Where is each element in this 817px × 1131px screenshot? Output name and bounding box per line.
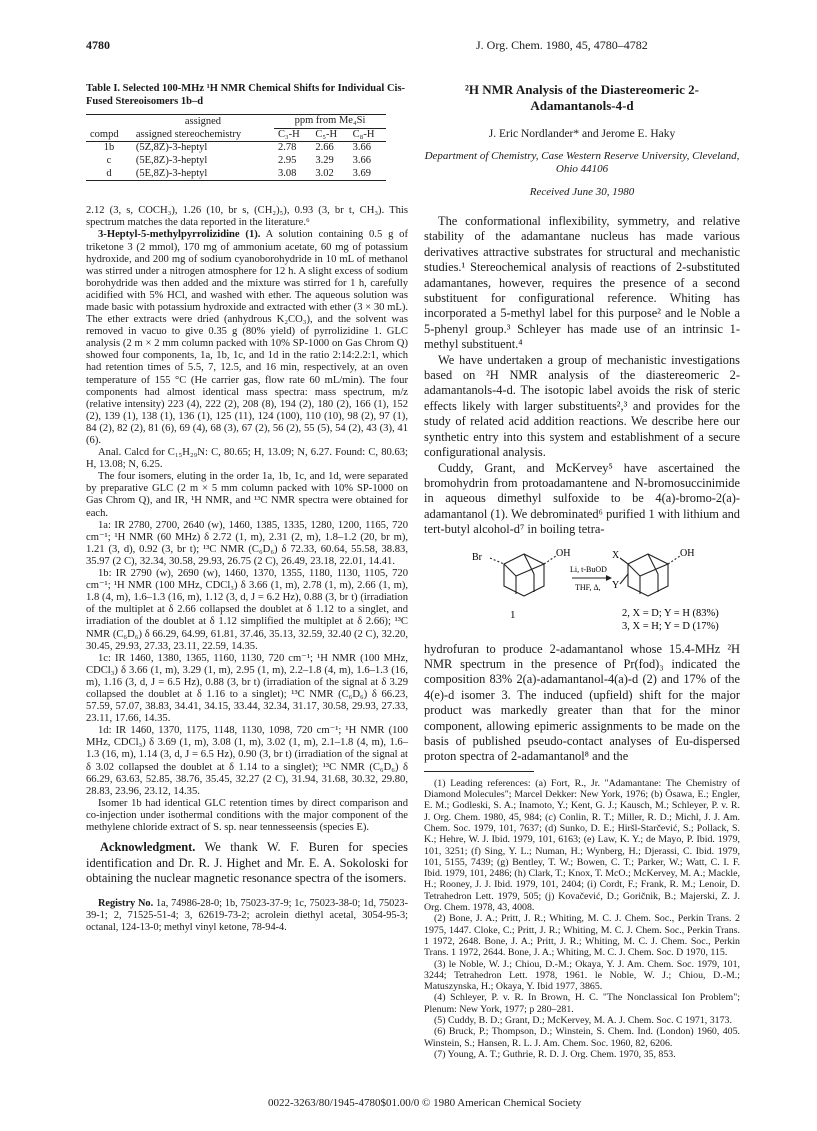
table-col-header: C₃-H xyxy=(274,128,311,142)
scheme-oh-label: OH xyxy=(556,547,571,559)
table-cell: 3.66 xyxy=(352,155,372,167)
table-caption: Table I. Selected 100-MHz ¹H NMR Chemical Shifts for Individual Cis-Fused Stereoisomers 1b–d xyxy=(86,83,406,108)
reference-item: (1) Leading references: (a) Fort, R., Jr. "Adamantane: The Chemistry of Diamond Molecules"; Marcel Dekker: New York, 1976; (b) Ōsawa, E.; Engler, E. M.; Godleski, S. A.; Inamoto, Y.; Kent, G. J.; Kausch, M.; Schleyer, P. v. R. J. Org. Chem. 1980, 45, 984; (c) Conlin, R. T.; Miller, R. D.; Michl, J. J. Am. Chem. Soc. 1979, 101, 7637; (d) Sunko, D. E.; Hiršl-Starčević, S.; Pollack, S. K.; Hehre, W. J. Ibid. 1979, 101, 6163; (e) Law, K. Y.; de Mayo, P. Ibid. 1979, 101, 3251; (f) Sing, Y. L.; Numan, H.; Wynberg, H.; Djerassi, C. Ibid. 1979, 101, 5155, 7439; (g) Bentley, T. W.; Bowen, C. T.; Parker, W.; Watt, C. I. F. Ibid. 1979, 101, 2486; (h) Clark, T.; Knox, T. McO.; McKervey, M. A.; Mackle, H.; Rooney, J. J. Ibid. 1979, 101, 2404; (i) Cordt, F.; Frank, R. M.; Lenoir, D. Tetrahedron Lett. 1979, 505; (j) Kovačević, D.; Goričnik, B.; Majerski, Z. J. Org. Chem. 1978, 43, 4008. xyxy=(424,777,740,914)
reagent-label: Li, t-BuOD xyxy=(570,564,607,574)
compound-1-label: 1 xyxy=(510,608,516,621)
paragraph: The four isomers, eluting in the order 1a, 1b, 1c, and 1d, were separated by preparative GLC (2 m × 5 mm column packed with 10% SP-1000 on Gas Chrom Q), and IR, ¹H NMR, and ¹³C NMR spectra were obtained for each. xyxy=(86,471,408,519)
compound-2-label: 2, X = D; Y = H (83%) xyxy=(622,607,719,619)
condition-label: THF, Δ, xyxy=(575,582,601,592)
table-cell: 2.66 xyxy=(315,142,334,154)
compound-3-label: 3, X = H; Y = D (17%) xyxy=(622,620,719,632)
references xyxy=(424,778,740,1060)
table-col-header: C₈-H xyxy=(349,128,386,142)
paragraph: 1d: IR 1460, 1370, 1175, 1148, 1130, 1098, 720 cm⁻¹; ¹H NMR (100 MHz, CDCl₃) δ 3.69 (1, m), 3.08 (1, m), 3.02 (1, m), 2.1–1.8 (4, m), 1.6–1.3 (16, m), 1.14 (3, d, J = 6.5 Hz), 0.90 (3, br t) (irradiation of the signal at δ 3.02 collapsed the doublet at δ 1.14 to a singlet); ¹³C NMR (C₆D₆) δ 66.29, 63.63, 52.85, 38.76, 35.45, 32.27 (2 C), 31.94, 31.68, 30.32, 29.80, 28.83, 23.96, 23.12, 14.35. xyxy=(86,725,408,797)
page-number: 4780 xyxy=(86,38,110,52)
authors: J. Eric Nordlander* and Jerome E. Haky xyxy=(488,128,676,140)
reference-item: (7) Young, A. T.; Guthrie, R. D. J. Org. Chem. 1970, 35, 853. xyxy=(434,1048,676,1060)
paragraph: Isomer 1b had identical GLC retention times by direct comparison and co-injection under isothermal conditions with the major component of the methylene chloride extract of S. sp. near tennesseensis (species E). xyxy=(86,797,408,833)
acknowledgment xyxy=(86,840,408,886)
nmr-shift-table xyxy=(86,114,386,181)
affiliation: Department of Chemistry, Case Western Reserve University, Cleveland, Ohio 44106 xyxy=(424,150,740,175)
scheme-x-label: X xyxy=(612,549,620,561)
scheme-oh2-label: OH xyxy=(680,547,695,559)
registry-numbers xyxy=(86,898,408,934)
table-cell: c xyxy=(106,155,112,167)
table-cell: 3.02 xyxy=(311,168,348,181)
reference-item: (6) Bruck, P.; Thompson, D.; Winstein, S. Chem. Ind. (London) 1960, 405. Winstein, S.; Hansen, R. L. J. Am. Chem. Soc. 1960, 82, 6206. xyxy=(424,1026,740,1049)
reference-item: (5) Cuddy, B. D.; Grant, D.; McKervey, M. A. J. Chem. Soc. C 1971, 3173. xyxy=(434,1015,732,1027)
paragraph: The conformational inflexibility, symmetry, and relative stability of the adamantane nucleus has made various derivatives attractive substrates for structural and mechanistic studies.¹ Stereochemical analysis of reactions of 2-substituted adamantanes, however, requires the presence of a second substituent for configurational reference. Whiting has incorporated a 5-methyl label for this purpose² and le Noble a 5-phenyl group.³ Schleyer has made use of an intrinsic 1-methyl substituent.⁴ xyxy=(424,214,740,352)
paragraph: Anal. Calcd for C₁₅H₂₉N: C, 80.65; H, 13.09; N, 6.27. Found: C, 80.63; H, 13.08; N, 6.25. xyxy=(86,447,408,471)
adamantane-structure-2 xyxy=(620,554,680,596)
article-body-cont xyxy=(424,642,740,765)
journal-header: J. Org. Chem. 1980, 45, 4780–4782 xyxy=(476,38,648,52)
paragraph: 1b: IR 2790 (w), 2690 (w), 1460, 1370, 1355, 1180, 1130, 1105, 720 cm⁻¹; ¹H NMR (100 MHz, CDCl₃) δ 3.66 (1, m), 2.78 (1, m), 2.66 (1, m), 1.8 (4, m), 1.6–1.3 (16, m), 1.12 (3, d, J = 6.2 Hz), 0.88 (3, br t) (irradiation of the multiplet at δ 2.66 collapsed the doublet at δ 1.12 to a singlet, and irradiation of the doublet at δ 1.12 simplified the multiplet at δ 2.66); ¹³C NMR (C₆D₆) δ 66.29, 64.99, 61.81, 37.46, 35.13, 32.59, 32.40 (2 C), 32.20, 30.45, 29.93, 27.33, 23.11, 22.59, 14.35. xyxy=(86,568,408,652)
page-footer: 0022-3263/80/1945-4780$01.00/0 © 1980 American Chemical Society xyxy=(268,1097,582,1109)
scheme-br-label: Br xyxy=(472,551,482,563)
paragraph: 2.12 (3, s, COCH₃), 1.26 (10, br s, (CH₂)₅), 0.93 (3, br t, CH₃). This spectrum matches the data reported in the literature.⁶ xyxy=(86,205,408,229)
reference-item: (4) Schleyer, P. v. R. In Brown, H. C. "The Nonclassical Ion Problem"; Plenum: New York, 1977; p 280–281. xyxy=(424,992,740,1015)
acknowledgment-heading: Acknowledgment. xyxy=(100,840,196,855)
left-column xyxy=(86,82,408,934)
registry-heading: Registry No. xyxy=(98,898,154,910)
reference-item: (3) le Noble, W. J.; Chiou, D.-M.; Okaya, Y. J. Am. Chem. Soc. 1979, 101, 3244; Tetrahedron Lett. 1978, 1961. le Noble, W. J.; Chiou, D.-M.; Matuszynska, H.; Okaya, Y. Ibid 1977, 3865. xyxy=(424,958,740,993)
table-cell: 1b xyxy=(103,142,115,154)
paragraph-heading: 3-Heptyl-5-methylpyrrolizidine (1). xyxy=(98,229,261,241)
received-date: Received June 30, 1980 xyxy=(529,186,635,198)
paragraph: 1c: IR 1460, 1380, 1365, 1160, 1130, 720 cm⁻¹; ¹H NMR (100 MHz, CDCl₃) δ 3.66 (1, m), 3.29 (1, m), 2.95 (1, m), 2.2–1.8 (4, m), 1.6–1.3 (16, m), 1.16 (3, d, J = 6.5 Hz), 0.88 (3, br t) (irradiation of the signal at δ 3.29 collapsed the doublet at δ 1.16 to a singlet); ¹³C NMR (C₆D₆) δ 66.23, 57.59, 57.07, 38.83, 34.41, 34.15, 33.44, 32.34, 31.17, 30.58, 29.93, 27.33, 23.11, 17.66, 14.35. xyxy=(86,652,408,725)
acknowledgment-body: We thank W. F. Buren for species identification and Dr. R. J. Highet and Mr. E. A. Sokoloski for obtaining the nuclear magnetic resonance spectra of the isomers. xyxy=(86,840,408,885)
paragraph xyxy=(86,229,408,447)
table-cell: 3.08 xyxy=(274,168,311,181)
table-row xyxy=(86,155,386,168)
reference-item: (2) Bone, J. A.; Pritt, J. R.; Whiting, M. C. J. Chem. Soc., Perkin Trans. 2 1975, 1447. Cloke, C.; Pritt, J. R.; Whiting, M. C. J. Chem. Soc., Perkin Trans. 1 1972, 2648. Bone, J. A.; Pritt, J. R.; Whiting, M. C. J. Chem. Soc., Perkin Trans. 1 1972, 2644. Bone, J. A.; Whiting, M. C. J. Chem. Soc. D 1970, 115. xyxy=(424,913,740,959)
adamantane-structure-1 xyxy=(490,554,556,596)
table-col-header: compd xyxy=(86,128,132,142)
table-row xyxy=(86,142,386,155)
reaction-scheme-drawing xyxy=(424,544,740,634)
table-cell: (5E,8Z)-3-heptyl xyxy=(135,155,208,167)
table-cell: 2.95 xyxy=(278,155,297,167)
table-row xyxy=(86,168,386,181)
table-cell: 3.66 xyxy=(352,142,372,154)
table-cell: (5Z,8Z)-3-heptyl xyxy=(135,142,208,154)
right-column xyxy=(424,82,740,1060)
article-body xyxy=(424,214,740,538)
registry-body: 1a, 74986-28-0; 1b, 75023-37-9; 1c, 75023-38-0; 1d, 75023-39-1; 2, 71525-51-4; 3, 62619-73-2; acrolein diethyl acetal, 3054-95-3; octanal, 124-13-0; methyl vinyl ketone, 78-94-4. xyxy=(86,898,409,934)
table-cell: 2.78 xyxy=(278,142,297,154)
experimental-text xyxy=(86,205,408,834)
table-cell: 3.69 xyxy=(349,168,386,181)
paragraph: 1a: IR 2780, 2700, 2640 (w), 1460, 1385, 1335, 1280, 1200, 1165, 720 cm⁻¹; ¹H NMR (60 MHz) δ 2.72 (1, m), 2.31 (2, m), 1.8–1.2 (20, br m), 1.21 (3, d), 0.92 (3, br t); ¹³C NMR (C₆D₆) δ 72.33, 60.64, 55.58, 38.83, 35.97 (2 C), 32.34, 30.58, 29.93, 26.75 (2 C), 26.49, 23.18, 22.01, 14.41. xyxy=(86,519,408,567)
reaction-scheme xyxy=(424,544,740,634)
paragraph: We have undertaken a group of mechanistic investigations based on ²H NMR analysis of the diastereomeric 2-adamantanols-4-d. The isotopic label avoids the risk of steric effects likely with larger substituents²,³ and provides for the study of related acid addition reactions. We describe here our synthetic entry into this system and establishment of a secure configurational analysis. xyxy=(424,352,740,460)
footnote-rule xyxy=(424,771,534,772)
paragraph: hydrofuran to produce 2-adamantanol whose 15.4-MHz ²H NMR spectrum in the presence of Pr(fod)₃ indicated the composition 83% 2(a)-adamantanol-4(a)-d (2) and 17% of the 4(e)-d isomer 3. The induced (upfield) shift for the major product was markedly greater than that for the minor component, allowing epimeric assignments to be made on the basis of published pseudo-contact analyses of Eu-dispersed proton spectra of 2-adamantanol⁸ and the xyxy=(424,641,740,764)
article-title: ²H NMR Analysis of the Diastereomeric 2-Adamantanols-4-d xyxy=(465,82,699,113)
paragraph-body: A solution containing 0.5 g of triketone 3 (2 mmol), 170 mg of ammonium acetate, 60 mg of potassium hydroxide, and 200 mg of sodium cyanoborohydride in 10 mL of methanol was stirred under a nitrogen atmosphere for 12 h. A slight excess of sodium borohydride was then added and the mixture was stirred for 1 h, carefully acidified with 5% HCl, and washed with ether. The aqueous solution was made basic with potassium hydroxide and extracted with ether (3 × 30 mL). The ether extracts were dried (anhydrous K₂CO₃), and the solvent was removed in vacuo to give 0.35 g (80% yield) of pyrrolizidine 1. GLC analysis (2 m × 2 mm column packed with 10% SP-1000 on Gas Chrom Q) showed four components, 1a, 1b, 1c, and 1d in the ratio 2:14:2.2:1, which had retention times of 5.5, 7, 12.5, and 16 min, respectively, at an oven temperature of 155 °C (He carrier gas, flow rate 60 mL/min). The four components had almost identical mass spectra: mass spectrum, m/z (relative intensity) 223 (4), 222 (2), 208 (8), 194 (2), 180 (2), 166 (1), 152 (2), 139 (1), 138 (1), 136 (1), 125 (11), 124 (100), 110 (10), 98 (2), 97 (1), 84 (2), 82 (2), 81 (6), 69 (4), 68 (3), 67 (2), 56 (2), 55 (5), 54 (2), 43 (3), 41 (6). xyxy=(86,229,408,446)
table-cell: 3.29 xyxy=(315,155,334,167)
table-header-assigned: assigned xyxy=(132,115,274,129)
table-col-header: C₅-H xyxy=(311,128,348,142)
scheme-y-label: Y xyxy=(612,579,620,591)
table-group-header: ppm from Me₄Si xyxy=(274,115,386,129)
paragraph: Cuddy, Grant, and McKervey⁵ have ascertained the bromohydrin from protoadamantene and N-bromosuccinimide in aqueous dimethyl sulfoxide to be 4(a)-bromo-2(a)-adamantanol (1). We debrominated⁶ purified 1 with lithium and tert-butyl alcohol-d⁷ in boiling tetra- xyxy=(424,460,740,537)
table-cell: d xyxy=(86,168,132,181)
table-header-blank xyxy=(86,115,132,129)
table-cell: (5E,8Z)-3-heptyl xyxy=(132,168,274,181)
table-col-header: assigned stereochemistry xyxy=(132,128,274,142)
